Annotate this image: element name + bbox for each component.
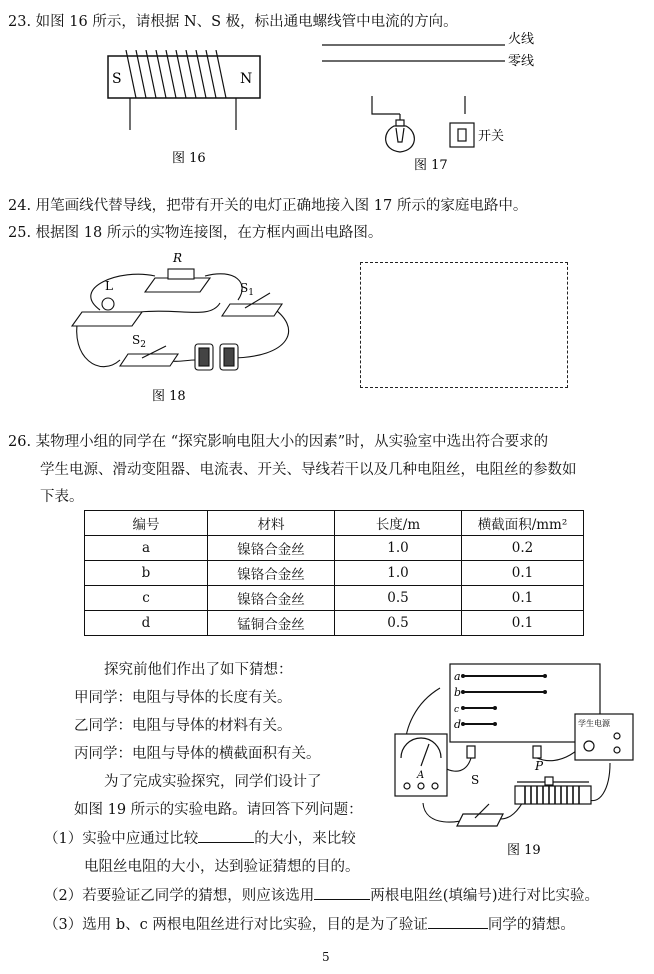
wire-label-c: c	[454, 705, 460, 715]
switch-icon	[457, 804, 503, 826]
table-row: b 镍铬合金丝 1.0 0.1	[85, 561, 584, 586]
guess-c: 丙同学：电阻与导体的横截面积有关。	[74, 746, 321, 762]
label-s1: $S_1$	[240, 281, 254, 298]
q25	[8, 221, 382, 242]
col-material: 材料	[208, 511, 335, 536]
guess-b: 乙同学：电阻与导体的材料有关。	[74, 718, 292, 734]
switch-s2-board	[120, 346, 178, 366]
switch-label: 开关	[478, 129, 505, 144]
q26-line2: 学生电源、滑动变阻器、电流表、开关、导线若干以及几种电阻丝，电阻丝的参数如	[40, 462, 577, 478]
sub-question-1: （1）实验中应通过比较 的大小，来比较	[44, 827, 356, 848]
guess-intro: 探究前他们作出了如下猜想：	[104, 662, 293, 678]
resistance-wire-table	[84, 510, 584, 636]
sub-question-1-cont: 电阻丝电阻的大小，达到验证猜想的目的。	[84, 859, 360, 875]
figure-16-solenoid	[100, 50, 270, 170]
wire-label-a: a	[454, 670, 461, 683]
question-text: 根据图 18 所示的实物连接图，在方框内画出电路图。	[35, 225, 383, 241]
lamp-icon	[372, 96, 414, 152]
answer-blank-1[interactable]	[198, 828, 254, 843]
wire-label-d: d	[454, 718, 462, 731]
table-row: c 镍铬合金丝 0.5 0.1	[85, 586, 584, 611]
q26-line1: 26. 某物理小组的同学在 “探究影响电阻大小的因素”时，从实验室中选出符合要求的	[8, 434, 549, 450]
lamp-board	[72, 298, 142, 326]
circuit-diagram-answer-box[interactable]	[360, 262, 568, 388]
label-s2: $S_2$	[132, 333, 146, 350]
question-text: 如图 16 所示，请根据 N、S 极，标出通电螺线管中电流的方向。	[35, 14, 458, 30]
table-header-row	[85, 511, 584, 536]
col-id: 编号	[85, 511, 208, 536]
figure-16-caption: 图 16	[172, 151, 206, 166]
question-text: 用笔画线代替导线，把带有开关的电灯正确地接入图 17 所示的家庭电路中。	[35, 198, 528, 214]
design-line1: 为了完成实验探究，同学们设计了	[104, 774, 322, 790]
label-r: R	[173, 251, 183, 265]
page-number: 5	[322, 950, 330, 964]
live-wire-label: 火线	[508, 32, 535, 47]
table-row: d 锰铜合金丝 0.5 0.1	[85, 611, 584, 636]
sub-question-3: （3）选用 b、c 两根电阻丝进行对比实验，目的是为了验证 同学的猜想。	[44, 913, 575, 934]
sub-question-2: （2）若要验证乙同学的猜想，则应该选用 两根电阻丝(填编号)进行对比实验。	[44, 884, 599, 905]
slider-p-label: P	[535, 759, 544, 773]
table-row: a 镍铬合金丝 1.0 0.2	[85, 536, 584, 561]
neutral-wire-label: 零线	[508, 54, 535, 69]
wire-label-b: b	[454, 686, 462, 699]
switch-icon	[450, 96, 474, 147]
figure-19-caption: 图 19	[507, 843, 541, 858]
question-number: 23.	[8, 14, 32, 30]
battery-icon	[195, 344, 238, 370]
q26-line3: 下表。	[40, 489, 84, 505]
question-number: 25.	[8, 225, 32, 241]
answer-blank-2[interactable]	[314, 885, 370, 900]
rheostat-icon	[515, 777, 591, 804]
ammeter-icon	[395, 734, 447, 796]
figure-17-household-circuit	[320, 28, 550, 178]
col-length: 长度/m	[335, 511, 462, 536]
label-l: L	[105, 279, 113, 293]
figure-19-experiment-circuit	[385, 658, 645, 858]
guess-a: 甲同学：电阻与导体的长度有关。	[74, 690, 292, 706]
design-line2: 如图 19 所示的实验电路。请回答下列问题：	[74, 802, 363, 818]
col-area: 横截面积/mm²	[462, 511, 584, 536]
answer-blank-3[interactable]	[428, 914, 488, 929]
switch-s-label: S	[471, 773, 480, 787]
figure-18-caption: 图 18	[152, 389, 186, 404]
ammeter-label: A	[417, 770, 425, 781]
figure-18-physical-circuit	[60, 248, 310, 408]
question-number: 26.	[8, 434, 32, 450]
label-n: N	[240, 71, 253, 87]
question-number: 24.	[8, 198, 32, 214]
resistor-board	[145, 269, 210, 292]
power-supply-label: 学生电源	[578, 719, 610, 728]
figure-17-caption: 图 17	[414, 158, 448, 173]
label-s: S	[112, 71, 122, 87]
q24	[8, 194, 527, 215]
